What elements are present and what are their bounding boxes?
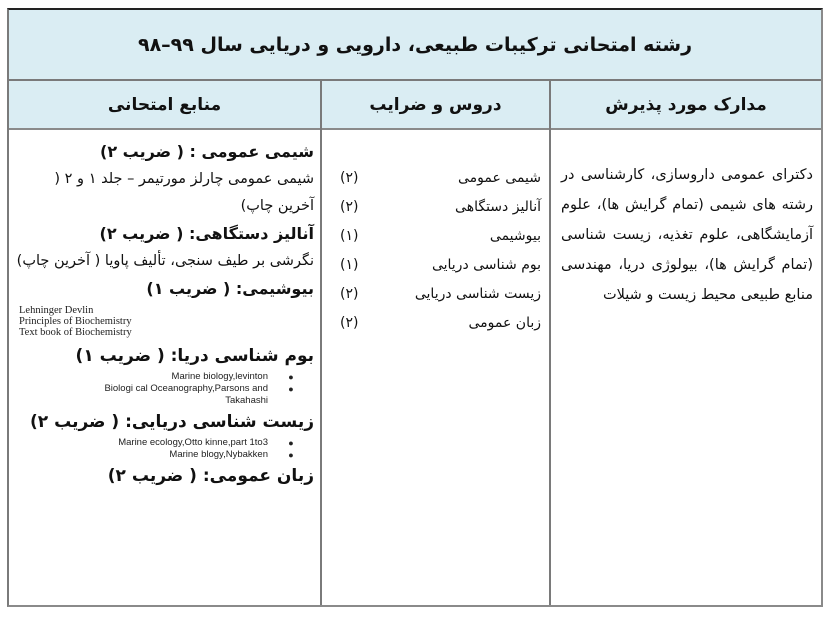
exam-info-table (7, 8, 823, 607)
course-item (330, 222, 541, 251)
bullet-icon: ● (288, 438, 294, 448)
course-item (330, 280, 541, 309)
course-item (330, 251, 541, 280)
source-heading-general-english: زبان عمومی: ( ضریب ۲) (107, 466, 314, 486)
table-title-row (9, 10, 821, 81)
course-item (330, 164, 541, 193)
source-heading-biochemistry: بیوشیمی: ( ضریب ۱) (146, 279, 314, 298)
marine-ecology-books (15, 371, 314, 407)
book-title: Biologi cal Oceanography,Parsons and Takahashi (104, 383, 268, 406)
bullet-icon: ● (288, 372, 294, 382)
course-coefficient: (۲) (340, 170, 359, 186)
source-heading-instrumental-analysis: آنالیز دستگاهی: ( ضریب ۲) (99, 224, 314, 243)
book-title: Marine ecology,Otto kinne,part 1to3 (118, 437, 268, 448)
course-name: زیست شناسی دریایی (414, 286, 541, 302)
book-item (15, 383, 314, 407)
course-item (330, 309, 541, 338)
course-name: زبان عمومی (468, 315, 541, 331)
book-title: Principles of Biochemistry (19, 316, 132, 327)
header-degrees: مدارک مورد پذیرش (605, 94, 767, 115)
course-name: بیوشیمی (489, 228, 541, 244)
book-title: Marine biology,levinton (171, 371, 268, 382)
table-title: رشته امتحانی ترکیبات طبیعی، دارویی و دریایی سال ۹۹–۹۸ (137, 33, 693, 56)
course-coefficient: (۲) (340, 199, 359, 215)
source-text-general-chemistry: شیمی عمومی چارلز مورتیمر – جلد ۱ و ۲ ( آخرین چاپ) (54, 171, 314, 214)
course-item (330, 193, 541, 222)
degrees-cell (551, 130, 821, 605)
book-title: Marine blogy,Nybakken (169, 449, 268, 460)
header-sources: منابع امتحانی (107, 94, 222, 115)
source-heading-general-chemistry: شیمی عمومی : ( ضریب ۲) (100, 142, 314, 161)
table-body-row (9, 130, 821, 605)
book-item (15, 449, 314, 461)
courses-cell (322, 130, 549, 605)
source-heading-marine-biology: زیست شناسی دریایی: ( ضریب ۲) (30, 412, 314, 432)
source-heading-marine-ecology: بوم شناسی دریا: ( ضریب ۱) (75, 346, 314, 366)
course-coefficient: (۱) (340, 228, 359, 244)
book-title: Lehninger Devlin (19, 305, 94, 316)
course-name: بوم شناسی دریایی (431, 257, 541, 273)
bullet-icon: ● (288, 450, 294, 460)
course-coefficient: (۲) (340, 286, 359, 302)
header-courses: دروس و ضرایب (369, 94, 502, 115)
marine-biology-books (15, 437, 314, 461)
bullet-icon: ● (288, 384, 294, 394)
course-name: شیمی عمومی (457, 170, 541, 186)
book-title: Text book of Biochemistry (19, 327, 132, 338)
course-coefficient: (۲) (340, 315, 359, 331)
book-item (15, 371, 314, 383)
accepted-degrees-text: دکترای عمومی داروسازی، کارشناسی در رشته های شیمی (تمام گرایش ها)، علوم آزمایشگاهی، علوم تغذیه، زیست شناسی (تمام گرایش ها)، بیولوژی دریا، مهندسی منابع طبیعی محیط زیست و شیلات (561, 167, 813, 303)
book-item (15, 437, 314, 449)
source-text-instrumental-analysis: نگرشی بر طیف سنجی، تألیف پاویا ( آخرین چاپ) (16, 253, 314, 269)
sources-cell (9, 130, 320, 605)
course-name: آنالیز دستگاهی (455, 199, 541, 215)
course-coefficient: (۱) (340, 257, 359, 273)
column-header-row (9, 81, 821, 130)
biochemistry-books (19, 305, 314, 338)
